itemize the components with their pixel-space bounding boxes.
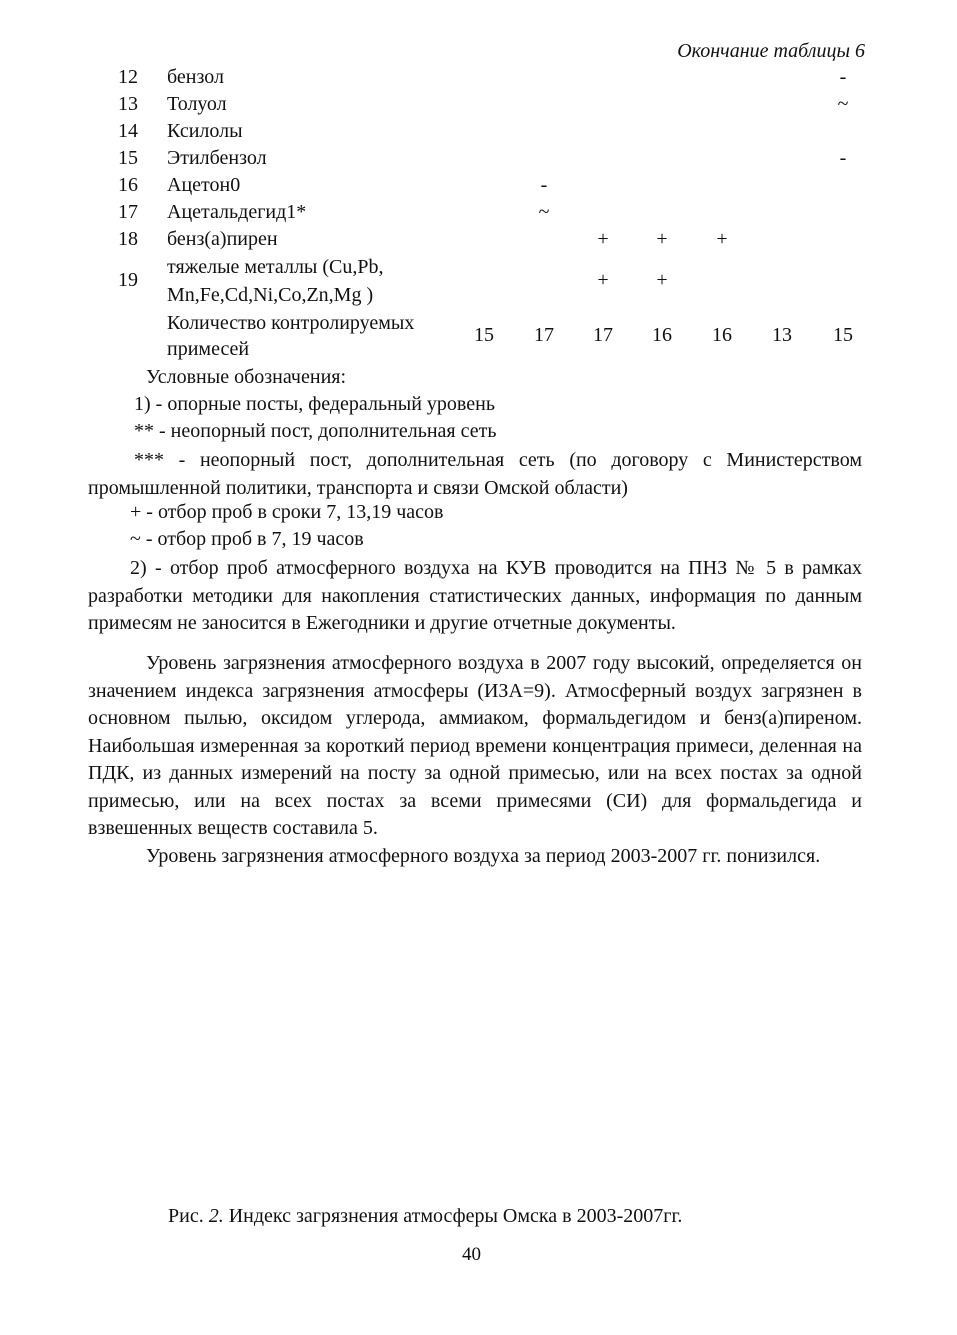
figure-caption — [168, 1205, 682, 1228]
row-name: Этилбензол — [167, 147, 267, 169]
row-name: Ацетон0 — [167, 174, 241, 196]
legend-item: *** - неопорный пост, дополнительная сеть (по договору с Министерством промышленной политики, транспорта и связи Омской области) — [88, 449, 862, 499]
row-name-line: Mn,Fe,Cd,Ni,Co,Zn,Mg ) — [167, 284, 374, 306]
table-cell: + — [656, 269, 668, 291]
table-cell: + — [716, 228, 728, 250]
row-name: бензол — [167, 66, 224, 88]
table-row — [0, 66, 957, 92]
row-number: 14 — [118, 120, 138, 142]
row-name: Толуол — [167, 93, 227, 115]
row-number: 16 — [118, 174, 138, 196]
row-number: 13 — [118, 93, 138, 115]
row-name: Ацетальдегид1* — [167, 201, 307, 223]
table-row — [0, 93, 957, 119]
total-label-line: примесей — [167, 338, 250, 360]
table-cell: + — [597, 269, 609, 291]
legend-title: Условные обозначения: — [146, 366, 347, 388]
body-paragraph: Уровень загрязнения атмосферного воздуха в 2007 году высокий, определяется он значением индекса загрязнения атмосферы (ИЗА=9). Атмосферный воздух загрязнен в основном пылью, оксидом углерода, аммиаком, формальдегидом и бенз(а)пиреном. Наибольшая измеренная за короткий период времени концентрация примеси, деленная на ПДК, из данных измерений на посту за одной примесью, или на всех постах за одной примесью, или на всех постах за всеми примесями (СИ) для формальдегида и взвешенных веществ составила 5. — [88, 652, 862, 839]
legend-item: ~ - отбор проб в 7, 19 часов — [130, 528, 364, 550]
legend-item: 2) - отбор проб атмосферного воздуха на КУВ проводится на ПНЗ № 5 в рамках разработки методики для накопления статистических данных, информация по данным примесям не заносится в Ежегодники и другие отчетные документы. — [88, 557, 862, 634]
body-paragraph: Уровень загрязнения атмосферного воздуха за период 2003-2007 гг. понизился. — [146, 845, 821, 867]
total-value: 16 — [652, 324, 672, 346]
total-value: 17 — [534, 324, 554, 346]
legend-item: 1) - опорные посты, федеральный уровень — [134, 393, 495, 415]
row-number: 19 — [118, 269, 138, 291]
table-cell: - — [839, 147, 847, 169]
figure-caption-text: Индекс загрязнения атмосферы Омска в 2003-2007гг. — [228, 1205, 683, 1227]
total-value: 15 — [474, 324, 494, 346]
table-row — [0, 201, 957, 227]
legend-item: ** - неопорный пост, дополнительная сеть — [134, 420, 497, 442]
row-name-line: тяжелые металлы (Cu,Pb, — [167, 256, 384, 278]
total-value: 17 — [593, 324, 613, 346]
row-number: 18 — [118, 228, 138, 250]
table-caption: Окончание таблицы 6 — [677, 40, 865, 62]
table-row — [0, 228, 957, 254]
total-value: 16 — [712, 324, 732, 346]
row-name: Ксилолы — [167, 120, 243, 142]
table-cell: - — [540, 174, 548, 196]
table-row — [0, 256, 957, 310]
table-row — [0, 174, 957, 200]
page-number: 40 — [462, 1244, 481, 1265]
figure-caption-prefix: Рис. — [168, 1205, 204, 1227]
table-cell: + — [656, 228, 668, 250]
row-number: 15 — [118, 147, 138, 169]
table-row — [0, 120, 957, 146]
total-value: 15 — [833, 324, 853, 346]
legend-item: + - отбор проб в сроки 7, 13,19 часов — [130, 501, 444, 523]
total-value: 13 — [772, 324, 792, 346]
table-row — [0, 147, 957, 173]
row-name: бенз(а)пирен — [167, 228, 278, 250]
figure-caption-number: 2. — [208, 1205, 224, 1227]
row-number: 17 — [118, 201, 138, 223]
table-total-row — [0, 312, 957, 366]
table-cell: - — [839, 66, 847, 88]
table-cell: + — [597, 228, 609, 250]
row-number: 12 — [118, 66, 138, 88]
table-cell: ~ — [837, 93, 849, 115]
table-cell: ~ — [538, 201, 550, 223]
total-label-line: Количество контролируемых — [167, 312, 415, 334]
